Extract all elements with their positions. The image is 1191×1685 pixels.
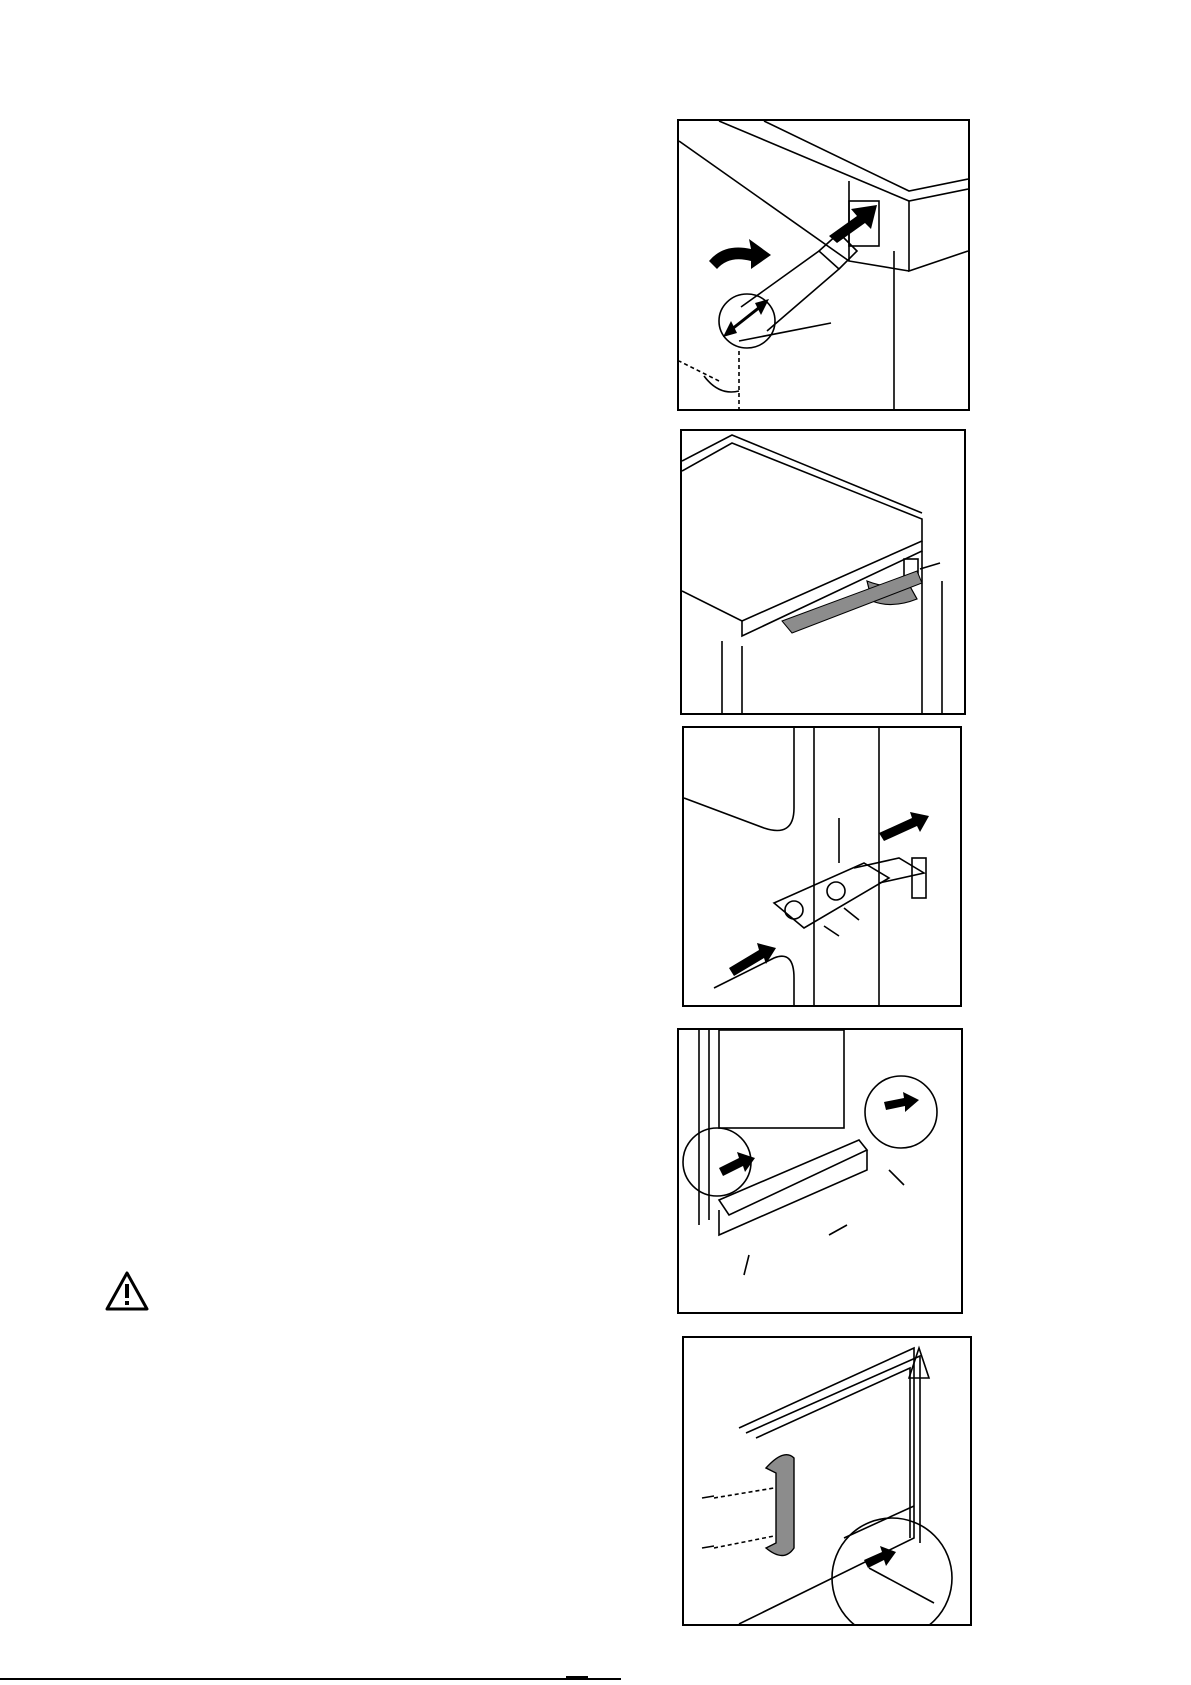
- figure-levelling-foot: [677, 119, 970, 411]
- levelling-foot-adjustment-illustration: [679, 121, 968, 409]
- warning-triangle-icon: [104, 1270, 150, 1312]
- figure-door-handle: [682, 1336, 972, 1626]
- plinth-cover-clips-illustration: [679, 1030, 961, 1312]
- footer-rule-mark: [566, 1676, 588, 1680]
- door-handle-screws-illustration: [684, 1338, 970, 1624]
- footer-rule: [0, 1678, 621, 1680]
- figure-top-hinge: [680, 429, 966, 715]
- top-hinge-pin-illustration: [682, 431, 964, 713]
- figure-plinth-clips: [677, 1028, 963, 1314]
- figure-hinge-bracket: [682, 726, 962, 1007]
- hinge-bracket-removal-illustration: [684, 728, 960, 1005]
